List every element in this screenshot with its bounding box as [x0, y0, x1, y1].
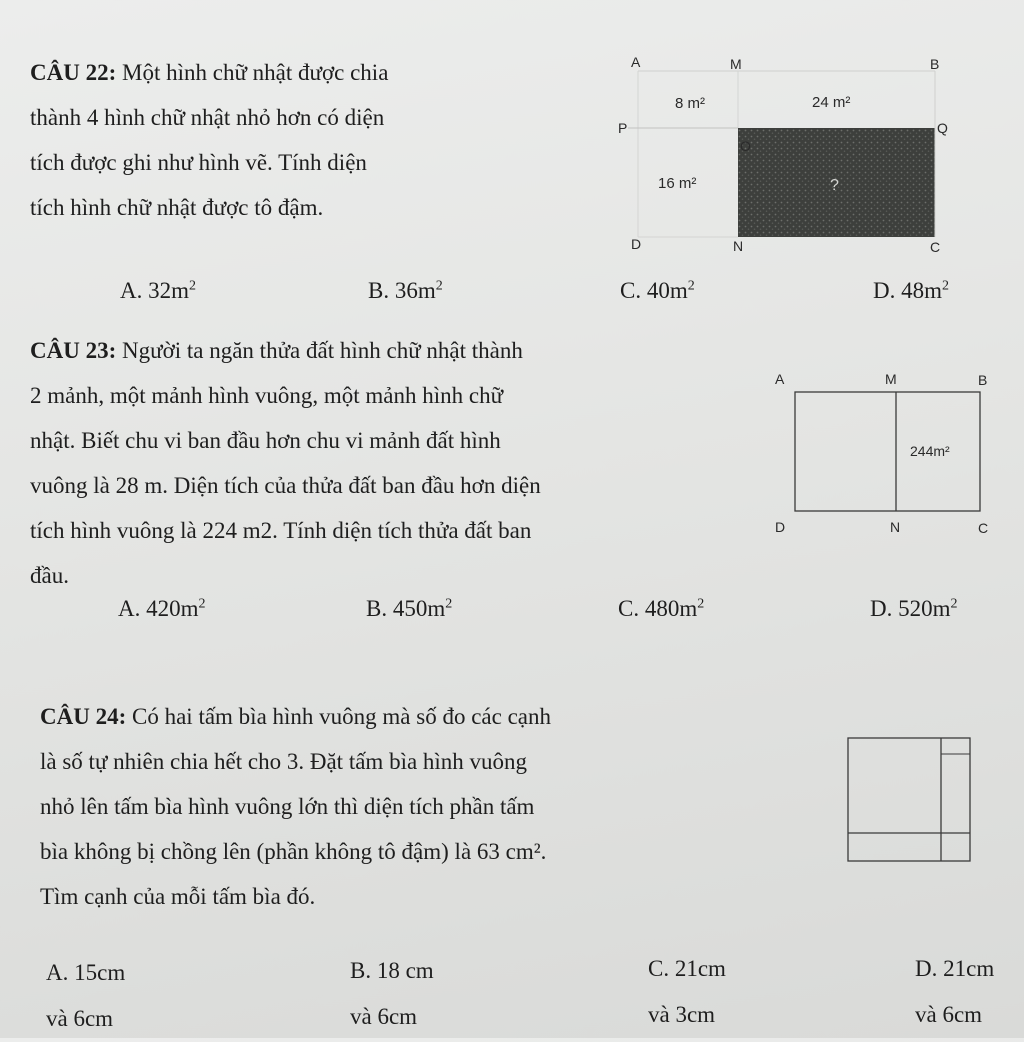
q24-line-4: bìa không bị chồng lên (phần không tô đậm) là 63 cm². [40, 839, 547, 864]
large-square [848, 738, 970, 861]
q24-option-a[interactable]: A. 15cm và 6cm [46, 950, 125, 1042]
q23-text [30, 328, 730, 598]
q24-option-d-line2: và 6cm [915, 1002, 983, 1027]
q24-line-5: Tìm cạnh của mỗi tấm bìa đó. [40, 884, 316, 909]
q24-option-b-line2: và 6cm [350, 1004, 418, 1029]
point-P: P [618, 120, 628, 136]
q22-option-a-value: 32m [148, 278, 190, 303]
unknown-area-label: ? [830, 177, 839, 194]
q24-label: CÂU 24: [40, 704, 127, 729]
q23-option-d[interactable]: D. $520m^2$ [870, 596, 958, 621]
land-rectangle [795, 392, 980, 511]
q24-option-a-line2: và 6cm [46, 1006, 114, 1031]
q22-line-1: Một hình chữ nhật được chia [122, 60, 389, 85]
point-D: D [775, 519, 786, 535]
point-N: N [733, 238, 744, 254]
point-A: A [775, 371, 785, 387]
q23-option-b[interactable]: B. $450m^2$ [366, 596, 453, 621]
q23-line-6: đầu. [30, 563, 69, 588]
q23-option-d-value: 520m [898, 596, 951, 621]
q22-line-3: tích được ghi như hình vẽ. Tính diện [30, 150, 367, 175]
point-D: D [631, 236, 642, 252]
q23-option-b-value: 450m [392, 596, 446, 621]
point-N: N [890, 519, 901, 535]
point-C: C [978, 520, 989, 536]
q24-line-2: là số tự nhiên chia hết cho 3. Đặt tấm bìa hình vuông [40, 749, 528, 774]
q22-line-4: tích hình chữ nhật được tô đậm. [30, 195, 324, 220]
q22-option-d-value: 48m [901, 278, 943, 303]
area-label-2: 24 m² [812, 94, 851, 111]
q22-line-2: thành 4 hình chữ nhật nhỏ hơn có diện [30, 105, 385, 130]
q23-line-4: vuông là 28 m. Diện tích của thửa đất ban đầu hơn diện [30, 473, 541, 498]
q23-figure [765, 362, 1005, 542]
q24-figure [840, 730, 980, 870]
q23-line-1: Người ta ngăn thửa đất hình chữ nhật thành [122, 338, 523, 363]
area-label: 244m² [910, 443, 950, 459]
q22-text [30, 50, 550, 230]
point-A: A [631, 54, 641, 70]
point-M: M [730, 56, 742, 72]
q23-line-5: tích hình vuông là 224 m2. Tính diện tích thửa đất ban [30, 518, 532, 543]
q23-option-a-value: 420m [146, 596, 199, 621]
q24-option-c[interactable]: C. 21cm và 3cm [648, 946, 726, 1038]
area-label-3: 16 m² [658, 175, 697, 192]
q24-option-b[interactable]: B. 18 cm và 6cm [350, 948, 434, 1040]
q22-figure [600, 45, 980, 275]
q24-option-d[interactable]: D. 21cm và 6cm [915, 946, 994, 1038]
q22-option-c[interactable]: C. $40m^2$ [620, 278, 695, 303]
q23-line-2: 2 mảnh, một mảnh hình vuông, một mảnh hình chữ [30, 383, 504, 408]
q22-option-b[interactable]: B. $36m^2$ [368, 278, 443, 303]
q23-option-c-value: 480m [644, 596, 698, 621]
q22-option-d[interactable]: D. $48m^2$ [873, 278, 950, 303]
q24-option-b-line1: 18 cm [376, 958, 434, 983]
q23-line-3: nhật. Biết chu vi ban đầu hơn chu vi mảnh đất hình [30, 428, 501, 453]
q24-option-d-line1: 21cm [943, 956, 995, 981]
q24-option-a-line1: 15cm [74, 960, 126, 985]
q23-option-c[interactable]: C. $480m^2$ [618, 596, 705, 621]
q24-option-c-line2: và 3cm [648, 1002, 716, 1027]
q23-label: CÂU 23: [30, 338, 117, 363]
q22-option-c-value: 40m [646, 278, 688, 303]
point-Q: Q [937, 120, 948, 136]
area-label-1: 8 m² [675, 95, 705, 112]
point-B: B [978, 372, 988, 388]
point-O: O [740, 138, 751, 154]
q24-text [40, 694, 740, 919]
q24-line-3: nhỏ lên tấm bìa hình vuông lớn thì diện tích phần tấm [40, 794, 535, 819]
point-M: M [885, 371, 897, 387]
q22-option-a[interactable]: A. $32m^2$ [120, 278, 197, 303]
point-B: B [930, 56, 940, 72]
q23-option-a[interactable]: A. $420m^2$ [118, 596, 206, 621]
q22-option-b-value: 36m [394, 278, 436, 303]
q24-line-1: Có hai tấm bìa hình vuông mà số đo các cạnh [132, 704, 552, 729]
point-C: C [930, 239, 941, 255]
q24-option-c-line1: 21cm [674, 956, 726, 981]
q22-label: CÂU 22: [30, 60, 117, 85]
